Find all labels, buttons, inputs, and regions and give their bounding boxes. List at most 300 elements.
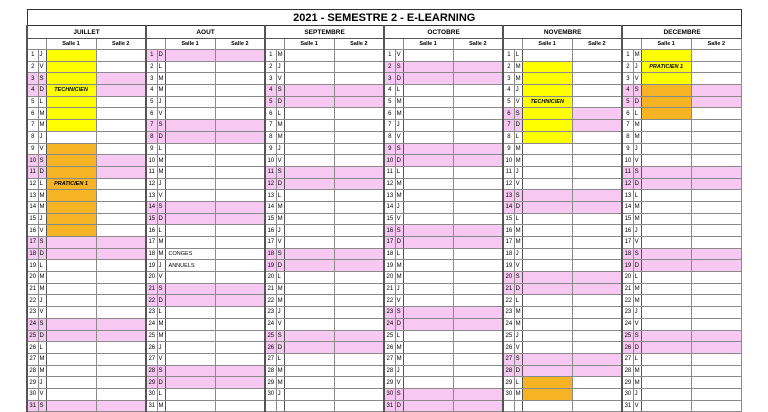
salle2-slot[interactable] — [96, 120, 146, 132]
salle2-slot[interactable] — [572, 342, 622, 354]
salle1-slot[interactable] — [284, 131, 334, 143]
salle2-slot[interactable] — [691, 178, 741, 190]
salle2-slot[interactable] — [572, 295, 622, 307]
salle2-slot[interactable] — [691, 388, 741, 400]
salle1-slot[interactable] — [641, 155, 691, 167]
salle1-slot[interactable] — [284, 166, 334, 178]
salle1-slot[interactable] — [522, 248, 572, 260]
salle1-slot[interactable] — [46, 283, 96, 295]
salle2-slot[interactable] — [215, 283, 265, 295]
salle1-slot[interactable] — [46, 353, 96, 365]
salle1-slot[interactable] — [46, 143, 96, 155]
salle2-slot[interactable] — [572, 388, 622, 400]
salle1-slot[interactable] — [165, 178, 215, 190]
salle1-slot[interactable] — [165, 73, 215, 85]
salle1-slot[interactable] — [522, 283, 572, 295]
salle2-slot[interactable] — [96, 213, 146, 225]
salle1-slot[interactable] — [403, 85, 453, 97]
salle2-slot[interactable] — [691, 342, 741, 354]
salle2-slot[interactable] — [334, 365, 384, 377]
salle2-slot[interactable] — [334, 61, 384, 73]
salle1-slot[interactable] — [641, 283, 691, 295]
salle1-slot[interactable] — [403, 318, 453, 330]
salle1-slot[interactable] — [522, 166, 572, 178]
salle1-slot[interactable] — [165, 353, 215, 365]
salle2-slot[interactable] — [572, 213, 622, 225]
salle2-slot[interactable] — [572, 201, 622, 213]
salle1-slot[interactable] — [46, 201, 96, 213]
salle2-slot[interactable] — [96, 85, 146, 97]
salle2-slot[interactable] — [215, 248, 265, 260]
salle1-slot[interactable] — [403, 213, 453, 225]
salle2-slot[interactable] — [334, 73, 384, 85]
salle1-slot[interactable] — [522, 318, 572, 330]
salle1-slot[interactable] — [641, 365, 691, 377]
salle2-slot[interactable] — [215, 388, 265, 400]
salle1-slot[interactable] — [284, 307, 334, 319]
salle2-slot[interactable] — [96, 166, 146, 178]
salle2-slot[interactable] — [572, 96, 622, 108]
salle2-slot[interactable] — [453, 213, 503, 225]
salle2-slot[interactable] — [215, 260, 265, 272]
salle2-slot[interactable] — [572, 225, 622, 237]
salle2-slot[interactable] — [96, 143, 146, 155]
salle1-slot[interactable] — [641, 73, 691, 85]
salle2-slot[interactable] — [453, 155, 503, 167]
salle2-slot[interactable] — [215, 61, 265, 73]
salle2-slot[interactable] — [691, 295, 741, 307]
salle1-slot[interactable]: ANNUELS — [165, 260, 215, 272]
salle1-slot[interactable] — [641, 201, 691, 213]
salle1-slot[interactable] — [165, 225, 215, 237]
salle2-slot[interactable] — [96, 96, 146, 108]
salle1-slot[interactable] — [641, 353, 691, 365]
salle2-slot[interactable] — [572, 155, 622, 167]
salle2-slot[interactable] — [334, 143, 384, 155]
salle2-slot[interactable] — [96, 131, 146, 143]
salle2-slot[interactable] — [453, 237, 503, 249]
salle1-slot[interactable] — [403, 178, 453, 190]
salle2-slot[interactable] — [453, 260, 503, 272]
salle2-slot[interactable] — [691, 143, 741, 155]
salle2-slot[interactable] — [572, 143, 622, 155]
salle1-slot[interactable] — [284, 272, 334, 284]
salle1-slot[interactable] — [165, 365, 215, 377]
salle1-slot[interactable] — [522, 213, 572, 225]
salle1-slot[interactable] — [165, 108, 215, 120]
salle2-slot[interactable] — [215, 342, 265, 354]
salle2-slot[interactable] — [334, 178, 384, 190]
salle1-slot[interactable] — [46, 260, 96, 272]
salle1-slot[interactable] — [403, 237, 453, 249]
salle1-slot[interactable] — [522, 178, 572, 190]
salle1-slot[interactable] — [284, 330, 334, 342]
salle2-slot[interactable] — [691, 318, 741, 330]
salle2-slot[interactable] — [334, 318, 384, 330]
salle2-slot[interactable] — [453, 120, 503, 132]
salle1-slot[interactable] — [403, 50, 453, 62]
salle2-slot[interactable] — [453, 330, 503, 342]
salle2-slot[interactable] — [453, 342, 503, 354]
salle1-slot[interactable] — [403, 166, 453, 178]
salle2-slot[interactable] — [215, 213, 265, 225]
salle2-slot[interactable] — [691, 272, 741, 284]
salle1-slot[interactable] — [522, 353, 572, 365]
salle2-slot[interactable] — [572, 50, 622, 62]
salle2-slot[interactable] — [572, 237, 622, 249]
salle1-slot[interactable] — [403, 248, 453, 260]
salle1-slot[interactable] — [46, 108, 96, 120]
salle1-slot[interactable] — [165, 50, 215, 62]
salle1-slot[interactable] — [641, 330, 691, 342]
salle2-slot[interactable] — [334, 155, 384, 167]
salle1-slot[interactable] — [641, 108, 691, 120]
salle1-slot[interactable] — [46, 50, 96, 62]
salle1-slot[interactable]: PRATICIEN 1 — [46, 178, 96, 190]
salle1-slot[interactable]: TECHNICIEN — [522, 96, 572, 108]
salle2-slot[interactable] — [334, 213, 384, 225]
salle1-slot[interactable] — [46, 388, 96, 400]
salle1-slot[interactable] — [641, 190, 691, 202]
salle2-slot[interactable] — [96, 307, 146, 319]
salle2-slot[interactable] — [215, 377, 265, 389]
salle1-slot[interactable] — [165, 213, 215, 225]
salle1-slot[interactable] — [522, 225, 572, 237]
salle2-slot[interactable] — [334, 166, 384, 178]
salle1-slot[interactable] — [641, 295, 691, 307]
salle2-slot[interactable] — [96, 260, 146, 272]
salle2-slot[interactable] — [572, 190, 622, 202]
salle2-slot[interactable] — [215, 50, 265, 62]
salle1-slot[interactable] — [641, 225, 691, 237]
salle2-slot[interactable] — [691, 50, 741, 62]
salle1-slot[interactable] — [522, 377, 572, 389]
salle2-slot[interactable] — [572, 131, 622, 143]
salle2-slot[interactable] — [453, 307, 503, 319]
salle1-slot[interactable] — [403, 131, 453, 143]
salle2-slot[interactable] — [572, 120, 622, 132]
salle1-slot[interactable] — [284, 388, 334, 400]
salle2-slot[interactable] — [453, 96, 503, 108]
salle2-slot[interactable] — [691, 353, 741, 365]
salle1-slot[interactable] — [403, 143, 453, 155]
salle2-slot[interactable] — [215, 178, 265, 190]
salle1-slot[interactable] — [165, 120, 215, 132]
salle2-slot[interactable] — [215, 330, 265, 342]
salle2-slot[interactable] — [96, 190, 146, 202]
salle1-slot[interactable] — [522, 73, 572, 85]
salle1-slot[interactable] — [403, 272, 453, 284]
salle1-slot[interactable] — [46, 120, 96, 132]
salle2-slot[interactable] — [691, 85, 741, 97]
salle1-slot[interactable] — [46, 225, 96, 237]
salle1-slot[interactable] — [165, 283, 215, 295]
salle2-slot[interactable] — [453, 61, 503, 73]
salle1-slot[interactable] — [522, 120, 572, 132]
salle1-slot[interactable] — [641, 120, 691, 132]
salle1-slot[interactable] — [284, 190, 334, 202]
salle2-slot[interactable] — [96, 295, 146, 307]
salle2-slot[interactable] — [215, 85, 265, 97]
salle2-slot[interactable] — [96, 365, 146, 377]
salle2-slot[interactable] — [691, 283, 741, 295]
salle1-slot[interactable] — [522, 131, 572, 143]
salle2-slot[interactable] — [453, 283, 503, 295]
salle2-slot[interactable] — [453, 318, 503, 330]
salle2-slot[interactable] — [215, 108, 265, 120]
salle1-slot[interactable] — [522, 143, 572, 155]
salle1-slot[interactable] — [641, 96, 691, 108]
salle2-slot[interactable] — [691, 96, 741, 108]
salle1-slot[interactable] — [403, 260, 453, 272]
salle2-slot[interactable] — [453, 166, 503, 178]
salle1-slot[interactable] — [165, 201, 215, 213]
salle2-slot[interactable] — [691, 190, 741, 202]
salle1-slot[interactable] — [522, 307, 572, 319]
salle2-slot[interactable] — [691, 260, 741, 272]
salle2-slot[interactable] — [572, 272, 622, 284]
salle2-slot[interactable] — [572, 85, 622, 97]
salle2-slot[interactable] — [572, 248, 622, 260]
salle2-slot[interactable] — [334, 85, 384, 97]
salle1-slot[interactable] — [403, 108, 453, 120]
salle1-slot[interactable] — [165, 237, 215, 249]
salle2-slot[interactable] — [96, 73, 146, 85]
salle2-slot[interactable] — [453, 272, 503, 284]
salle2-slot[interactable] — [96, 178, 146, 190]
salle2-slot[interactable] — [453, 131, 503, 143]
salle1-slot[interactable] — [165, 307, 215, 319]
salle2-slot[interactable] — [96, 61, 146, 73]
salle2-slot[interactable] — [334, 108, 384, 120]
salle1-slot[interactable] — [522, 190, 572, 202]
salle1-slot[interactable] — [403, 73, 453, 85]
salle2-slot[interactable] — [334, 260, 384, 272]
salle2-slot[interactable] — [572, 318, 622, 330]
salle1-slot[interactable] — [165, 330, 215, 342]
salle2-slot[interactable] — [572, 166, 622, 178]
salle1-slot[interactable] — [46, 61, 96, 73]
salle1-slot[interactable]: CONGES — [165, 248, 215, 260]
salle2-slot[interactable] — [453, 50, 503, 62]
salle1-slot[interactable] — [284, 377, 334, 389]
salle1-slot[interactable] — [522, 237, 572, 249]
salle2-slot[interactable] — [334, 283, 384, 295]
salle1-slot[interactable] — [522, 295, 572, 307]
salle1-slot[interactable] — [46, 307, 96, 319]
salle2-slot[interactable] — [215, 201, 265, 213]
salle1-slot[interactable] — [641, 318, 691, 330]
salle2-slot[interactable] — [453, 190, 503, 202]
salle2-slot[interactable] — [691, 213, 741, 225]
salle2-slot[interactable] — [572, 260, 622, 272]
salle1-slot[interactable] — [165, 377, 215, 389]
salle1-slot[interactable] — [165, 61, 215, 73]
salle2-slot[interactable] — [334, 342, 384, 354]
salle2-slot[interactable] — [572, 61, 622, 73]
salle1-slot[interactable] — [46, 248, 96, 260]
salle2-slot[interactable] — [334, 131, 384, 143]
salle2-slot[interactable] — [691, 155, 741, 167]
salle1-slot[interactable] — [46, 342, 96, 354]
salle1-slot[interactable] — [522, 61, 572, 73]
salle1-slot[interactable] — [284, 61, 334, 73]
salle1-slot[interactable] — [284, 248, 334, 260]
salle2-slot[interactable] — [334, 237, 384, 249]
salle2-slot[interactable] — [453, 201, 503, 213]
salle1-slot[interactable] — [641, 248, 691, 260]
salle1-slot[interactable] — [403, 330, 453, 342]
salle2-slot[interactable] — [453, 85, 503, 97]
salle2-slot[interactable] — [453, 73, 503, 85]
salle2-slot[interactable] — [572, 73, 622, 85]
salle1-slot[interactable] — [522, 201, 572, 213]
salle2-slot[interactable] — [334, 272, 384, 284]
salle1-slot[interactable] — [522, 260, 572, 272]
salle2-slot[interactable] — [215, 237, 265, 249]
salle2-slot[interactable] — [691, 120, 741, 132]
salle1-slot[interactable] — [284, 237, 334, 249]
salle2-slot[interactable] — [572, 108, 622, 120]
salle2-slot[interactable] — [334, 353, 384, 365]
salle1-slot[interactable] — [403, 365, 453, 377]
salle2-slot[interactable] — [96, 201, 146, 213]
salle1-slot[interactable] — [641, 213, 691, 225]
salle2-slot[interactable] — [334, 248, 384, 260]
salle1-slot[interactable] — [522, 272, 572, 284]
salle2-slot[interactable] — [572, 330, 622, 342]
salle1-slot[interactable] — [522, 365, 572, 377]
salle1-slot[interactable] — [46, 330, 96, 342]
salle2-slot[interactable] — [453, 143, 503, 155]
salle1-slot[interactable] — [284, 283, 334, 295]
salle1-slot[interactable] — [403, 283, 453, 295]
salle2-slot[interactable] — [215, 166, 265, 178]
salle2-slot[interactable] — [215, 225, 265, 237]
salle1-slot[interactable] — [641, 377, 691, 389]
salle1-slot[interactable] — [403, 120, 453, 132]
salle2-slot[interactable] — [215, 307, 265, 319]
salle2-slot[interactable] — [96, 330, 146, 342]
salle1-slot[interactable] — [284, 342, 334, 354]
salle1-slot[interactable] — [522, 155, 572, 167]
salle1-slot[interactable] — [641, 260, 691, 272]
salle2-slot[interactable] — [453, 388, 503, 400]
salle1-slot[interactable] — [641, 178, 691, 190]
salle2-slot[interactable] — [215, 131, 265, 143]
salle2-slot[interactable] — [215, 190, 265, 202]
salle2-slot[interactable] — [572, 353, 622, 365]
salle1-slot[interactable] — [284, 120, 334, 132]
salle2-slot[interactable] — [334, 388, 384, 400]
salle2-slot[interactable] — [691, 166, 741, 178]
salle1-slot[interactable] — [641, 131, 691, 143]
salle2-slot[interactable] — [215, 73, 265, 85]
salle1-slot[interactable] — [284, 73, 334, 85]
salle2-slot[interactable] — [215, 120, 265, 132]
salle1-slot[interactable] — [284, 178, 334, 190]
salle2-slot[interactable] — [453, 377, 503, 389]
salle2-slot[interactable] — [453, 353, 503, 365]
salle2-slot[interactable] — [96, 108, 146, 120]
salle1-slot[interactable] — [641, 388, 691, 400]
salle2-slot[interactable] — [572, 283, 622, 295]
salle1-slot[interactable] — [641, 307, 691, 319]
salle1-slot[interactable] — [46, 96, 96, 108]
salle2-slot[interactable] — [453, 178, 503, 190]
salle1-slot[interactable] — [165, 388, 215, 400]
salle2-slot[interactable] — [572, 307, 622, 319]
salle1-slot[interactable] — [165, 295, 215, 307]
salle1-slot[interactable] — [165, 166, 215, 178]
salle1-slot[interactable] — [522, 330, 572, 342]
salle1-slot[interactable] — [46, 272, 96, 284]
salle1-slot[interactable] — [165, 318, 215, 330]
salle2-slot[interactable] — [215, 155, 265, 167]
salle1-slot[interactable] — [284, 85, 334, 97]
salle2-slot[interactable] — [96, 342, 146, 354]
salle2-slot[interactable] — [215, 318, 265, 330]
salle1-slot[interactable] — [403, 96, 453, 108]
salle1-slot[interactable] — [46, 213, 96, 225]
salle2-slot[interactable] — [572, 377, 622, 389]
salle1-slot[interactable] — [522, 388, 572, 400]
salle1-slot[interactable] — [403, 295, 453, 307]
salle1-slot[interactable] — [641, 166, 691, 178]
salle1-slot[interactable] — [46, 131, 96, 143]
salle1-slot[interactable] — [284, 108, 334, 120]
salle2-slot[interactable] — [96, 237, 146, 249]
salle1-slot[interactable] — [641, 272, 691, 284]
salle1-slot[interactable] — [403, 225, 453, 237]
salle2-slot[interactable] — [572, 178, 622, 190]
salle2-slot[interactable] — [96, 283, 146, 295]
salle2-slot[interactable] — [96, 248, 146, 260]
salle1-slot[interactable] — [46, 377, 96, 389]
salle1-slot[interactable] — [284, 295, 334, 307]
salle1-slot[interactable] — [46, 190, 96, 202]
salle1-slot[interactable] — [46, 166, 96, 178]
salle2-slot[interactable] — [691, 73, 741, 85]
salle2-slot[interactable] — [96, 377, 146, 389]
salle2-slot[interactable] — [96, 272, 146, 284]
salle2-slot[interactable] — [334, 120, 384, 132]
salle2-slot[interactable] — [96, 50, 146, 62]
salle1-slot[interactable] — [284, 201, 334, 213]
salle1-slot[interactable] — [641, 50, 691, 62]
salle2-slot[interactable] — [215, 365, 265, 377]
salle2-slot[interactable] — [334, 295, 384, 307]
salle2-slot[interactable] — [334, 190, 384, 202]
salle1-slot[interactable] — [46, 237, 96, 249]
salle1-slot[interactable] — [46, 365, 96, 377]
salle2-slot[interactable] — [691, 61, 741, 73]
salle1-slot[interactable] — [641, 143, 691, 155]
salle2-slot[interactable] — [215, 295, 265, 307]
salle2-slot[interactable] — [691, 248, 741, 260]
salle1-slot[interactable] — [46, 155, 96, 167]
salle2-slot[interactable] — [334, 330, 384, 342]
salle1-slot[interactable] — [165, 143, 215, 155]
salle2-slot[interactable] — [453, 365, 503, 377]
salle1-slot[interactable] — [403, 201, 453, 213]
salle1-slot[interactable] — [284, 353, 334, 365]
salle2-slot[interactable] — [691, 237, 741, 249]
salle1-slot[interactable] — [522, 50, 572, 62]
salle2-slot[interactable] — [691, 365, 741, 377]
salle2-slot[interactable] — [334, 225, 384, 237]
salle1-slot[interactable] — [165, 190, 215, 202]
